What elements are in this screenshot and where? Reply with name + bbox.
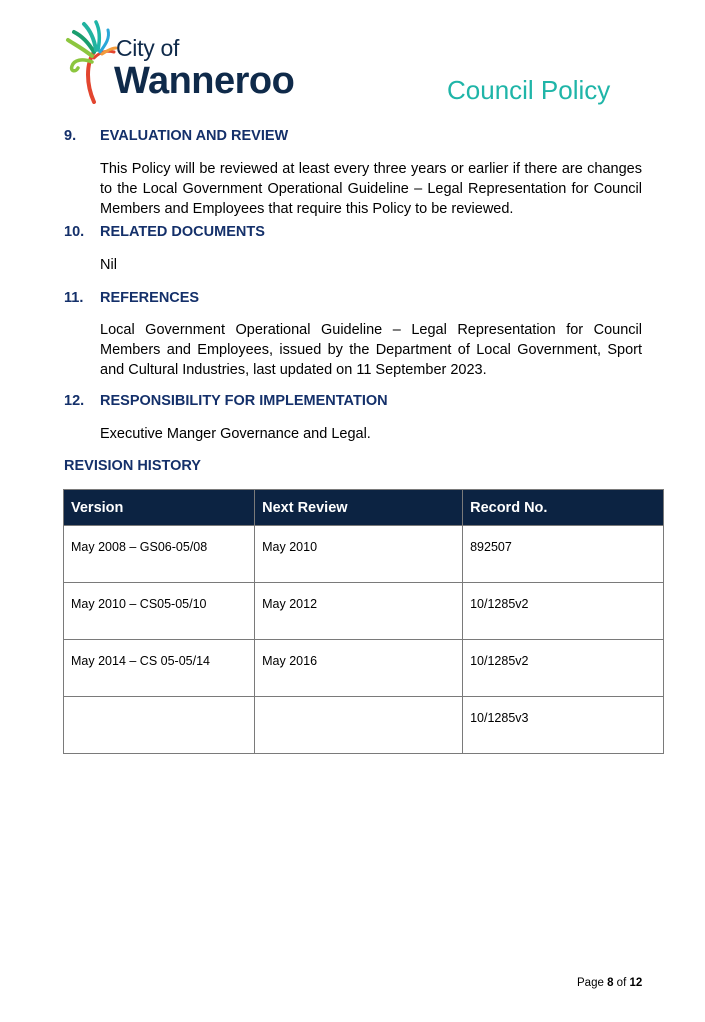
section-title: RESPONSIBILITY FOR IMPLEMENTATION	[100, 393, 388, 409]
column-header-record-no: Record No.	[463, 490, 664, 526]
table-row	[64, 583, 664, 640]
cell-version	[64, 697, 255, 754]
cell-next-review: May 2016	[255, 640, 463, 697]
cell-version: May 2014 – CS 05-05/14	[64, 640, 255, 697]
section-body: Executive Manger Governance and Legal.	[100, 426, 371, 442]
current-page: 8	[607, 977, 614, 989]
section-title: EVALUATION AND REVIEW	[100, 128, 289, 144]
table-header-row	[64, 490, 664, 526]
section-body: This Policy will be reviewed at least every three years or earlier if there are changes to the Local Government Operational Guideline – Legal Representation for Council Members and Employees that require this Policy to be reviewed.	[100, 161, 642, 217]
cell-record-no: 10/1285v3	[463, 697, 664, 754]
cell-version: May 2008 – GS06-05/08	[64, 526, 255, 583]
revision-history-table	[63, 489, 664, 754]
column-header-version: Version	[64, 490, 255, 526]
logo-text-wanneroo: Wanneroo	[114, 60, 295, 102]
document-type-title: Council Policy	[447, 75, 611, 105]
page-of: of	[616, 977, 627, 989]
section-title: REFERENCES	[100, 290, 200, 306]
section-number: 11.	[64, 290, 84, 306]
cell-version: May 2010 – CS05-05/10	[64, 583, 255, 640]
column-header-next-review: Next Review	[255, 490, 463, 526]
section-number: 12.	[64, 393, 85, 409]
section-number: 9.	[64, 128, 77, 144]
revision-history-title: REVISION HISTORY	[64, 458, 201, 474]
table-row	[64, 526, 664, 583]
city-of-wanneroo-logo	[64, 18, 294, 104]
logo-text-city-of: City of	[116, 35, 180, 61]
page-number	[577, 977, 642, 989]
cell-record-no: 892507	[463, 526, 664, 583]
section-body: Nil	[100, 257, 117, 273]
section-number: 10.	[64, 224, 85, 240]
cell-record-no: 10/1285v2	[463, 583, 664, 640]
table-row	[64, 640, 664, 697]
cell-next-review	[255, 697, 463, 754]
table-row	[64, 697, 664, 754]
cell-next-review: May 2012	[255, 583, 463, 640]
page-prefix: Page	[577, 977, 604, 989]
cell-next-review: May 2010	[255, 526, 463, 583]
kangaroo-paw-icon	[64, 18, 120, 104]
cell-record-no: 10/1285v2	[463, 640, 664, 697]
section-body: Local Government Operational Guideline – Legal Representation for Council Members and Employees, issued by the Department of Local Government, Sport and Cultural Industries, last updated on 11 September 2023.	[100, 322, 642, 378]
total-pages: 12	[629, 977, 643, 989]
section-title: RELATED DOCUMENTS	[100, 224, 265, 240]
